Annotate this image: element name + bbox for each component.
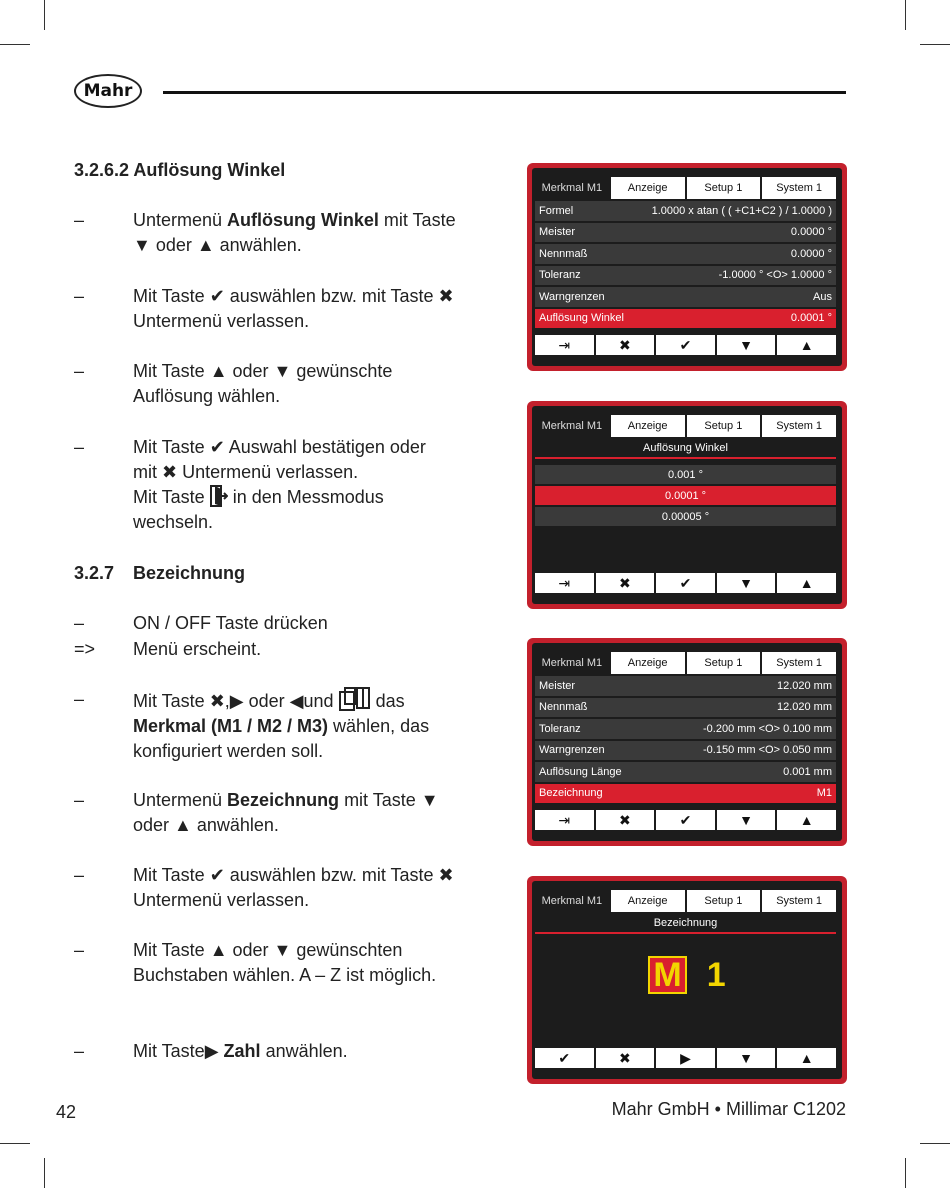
list-marker: => (74, 639, 96, 659)
screen-tabs (535, 890, 836, 912)
menu-row-meister[interactable] (535, 676, 836, 696)
row-value: Aus (813, 290, 832, 303)
section-heading-aufloesung-winkel: 3.2.6.2 Auflösung Winkel (74, 160, 286, 180)
mahr-logo: Mahr (74, 74, 142, 108)
text-bold: Merkmal (M1 / M2 / M3) (133, 716, 329, 736)
row-value: 0.001 mm (783, 765, 832, 778)
row-value: -0.150 mm <O> 0.050 mm (703, 744, 832, 757)
instruction-text: Menü erscheint. (133, 639, 262, 659)
row-label: Nennmaß (539, 701, 588, 714)
row-label: Toleranz (539, 722, 581, 735)
menu-row-nennmass[interactable] (535, 244, 836, 264)
crop-mark (920, 1143, 950, 1144)
confirm-button[interactable]: ✔ (656, 573, 715, 593)
text-line: wechseln. (133, 512, 214, 532)
text-line: in den Messmodus (232, 487, 384, 507)
tab-setup[interactable]: Setup 1 (687, 177, 761, 199)
menu-rows (535, 201, 836, 330)
tab-anzeige[interactable]: Anzeige (611, 177, 685, 199)
feature-select-icon (339, 687, 371, 711)
row-label: Warngrenzen (539, 744, 605, 757)
cancel-button[interactable]: ✖ (596, 335, 655, 355)
cancel-button[interactable]: ✖ (596, 1048, 655, 1068)
name-char: 1 (706, 956, 726, 994)
text-line: das (375, 691, 405, 711)
up-button[interactable]: ▲ (777, 335, 836, 355)
menu-row-aufloesung-laenge[interactable] (535, 762, 836, 782)
crop-mark (905, 1158, 906, 1188)
name-editor[interactable] (527, 956, 847, 995)
row-value: 0.0001 ° (790, 312, 832, 325)
tab-anzeige[interactable]: Anzeige (611, 415, 685, 437)
instruction-text: Mit Taste ▲ oder ▼ gewünschten Buchstaben wählen. A – Z ist möglich. (133, 940, 437, 985)
text-line: Mit Taste ✔ Auswahl bestätigen oder (133, 437, 426, 457)
exit-button[interactable]: ⇥ (535, 335, 594, 355)
menu-row-bezeichnung[interactable] (535, 784, 836, 804)
row-label: Auflösung Länge (539, 765, 622, 778)
section-title: Bezeichnung (133, 563, 246, 583)
menu-row-meister[interactable] (535, 223, 836, 243)
section-number: 3.2.7 (74, 563, 115, 583)
name-cursor-char[interactable]: M (648, 956, 686, 994)
row-label: Warngrenzen (539, 290, 605, 303)
instruction-text: Mit Taste ✔ auswählen bzw. mit Taste ✖ Untermenü verlassen. (133, 286, 454, 331)
device-screen-menu-winkel (527, 163, 847, 371)
instruction-text: Mit Taste ▲ oder ▼ gewünschte Auflösung wählen. (133, 361, 393, 406)
down-button[interactable]: ▼ (717, 573, 776, 593)
row-value: 12.020 mm (776, 701, 832, 714)
screen-subtitle: Bezeichnung (535, 914, 836, 934)
crop-mark (0, 44, 30, 45)
exit-icon (210, 485, 228, 507)
down-button[interactable]: ▼ (717, 1048, 776, 1068)
screen-subtitle: Auflösung Winkel (535, 439, 836, 459)
tab-system[interactable]: System 1 (762, 652, 836, 674)
up-button[interactable]: ▲ (777, 1048, 836, 1068)
tab-setup[interactable]: Setup 1 (687, 890, 761, 912)
instruction-text: Mit Taste▶ Zahl anwählen. (133, 1041, 348, 1061)
row-value: M1 (816, 787, 832, 800)
instruction-text (133, 435, 473, 535)
instruction-text: Untermenü Auflösung Winkel mit Taste ▼ oder ▲ anwählen. (133, 210, 456, 255)
row-value: -1.0000 ° <O> 1.0000 ° (718, 269, 832, 282)
row-label: Meister (539, 226, 576, 239)
text-line: wählen, das (328, 716, 430, 736)
row-label: Nennmaß (539, 247, 588, 260)
list-marker: – (74, 689, 85, 709)
screen-tabs (535, 415, 836, 437)
option-item[interactable]: 0.00005 ° (535, 507, 836, 526)
header-rule (163, 91, 846, 94)
crop-mark (905, 0, 906, 30)
softkey-bar (535, 810, 836, 830)
down-button[interactable]: ▼ (717, 335, 776, 355)
row-value: 12.020 mm (776, 679, 832, 692)
row-label: Toleranz (539, 269, 581, 282)
menu-row-formel[interactable] (535, 201, 836, 221)
list-marker: – (74, 790, 85, 810)
crop-mark (0, 1143, 30, 1144)
row-value: -0.200 mm <O> 0.100 mm (703, 722, 832, 735)
text-line: mit ✖ Untermenü verlassen. (133, 462, 359, 482)
confirm-button[interactable]: ✔ (656, 810, 715, 830)
down-button[interactable]: ▼ (717, 810, 776, 830)
tab-merkmal[interactable]: Merkmal M1 (535, 652, 609, 674)
row-label: Bezeichnung (539, 787, 603, 800)
list-marker: – (74, 210, 85, 230)
tab-merkmal[interactable]: Merkmal M1 (535, 415, 609, 437)
list-marker: – (74, 940, 85, 960)
cancel-button[interactable]: ✖ (596, 810, 655, 830)
row-label: Auflösung Winkel (539, 312, 624, 325)
menu-row-toleranz[interactable] (535, 719, 836, 739)
menu-row-warngrenzen[interactable] (535, 741, 836, 761)
row-value: 0.0000 ° (790, 247, 832, 260)
option-item[interactable]: 0.001 ° (535, 465, 836, 484)
row-value: 0.0000 ° (790, 226, 832, 239)
row-value: 1.0000 x atan ( ( +C1+C2 ) / 1.0000 ) (651, 204, 832, 217)
section-heading-bezeichnung (74, 563, 245, 584)
exit-button[interactable]: ⇥ (535, 573, 594, 593)
crop-mark (44, 1158, 45, 1188)
tab-merkmal[interactable]: Merkmal M1 (535, 890, 609, 912)
softkey-bar (535, 335, 836, 355)
tab-system[interactable]: System 1 (762, 890, 836, 912)
confirm-button[interactable]: ✔ (535, 1048, 594, 1068)
tab-setup[interactable]: Setup 1 (687, 415, 761, 437)
instruction-text (133, 687, 473, 764)
screen-tabs (535, 177, 836, 199)
menu-rows (535, 676, 836, 805)
option-item-selected[interactable]: 0.0001 ° (535, 486, 836, 505)
text-line: Mit Taste (133, 487, 205, 507)
tab-system[interactable]: System 1 (762, 177, 836, 199)
option-list (535, 465, 836, 528)
crop-mark (920, 44, 950, 45)
page-number: 42 (56, 1102, 77, 1122)
instruction-text: ON / OFF Taste drücken (133, 613, 328, 633)
screen-tabs (535, 652, 836, 674)
list-marker: – (74, 1041, 85, 1061)
tab-merkmal[interactable]: Merkmal M1 (535, 177, 609, 199)
text-line: konfiguriert werden soll. (133, 741, 324, 761)
up-button[interactable]: ▲ (777, 810, 836, 830)
tab-setup[interactable]: Setup 1 (687, 652, 761, 674)
softkey-bar (535, 1048, 836, 1068)
up-button[interactable]: ▲ (777, 573, 836, 593)
list-marker: – (74, 361, 85, 381)
tab-system[interactable]: System 1 (762, 415, 836, 437)
list-marker: – (74, 437, 85, 457)
device-screen-bezeichnung-edit (527, 876, 847, 1084)
footer-publisher: Mahr GmbH • Millimar C1202 (611, 1099, 846, 1119)
row-label: Meister (539, 679, 576, 692)
row-label: Formel (539, 204, 574, 217)
text-line: Mit Taste ✖,▶ oder ◀und (133, 691, 334, 711)
tab-anzeige[interactable]: Anzeige (611, 652, 685, 674)
menu-row-nennmass[interactable] (535, 698, 836, 718)
crop-mark (44, 0, 45, 30)
menu-row-aufloesung-winkel[interactable] (535, 309, 836, 329)
exit-button[interactable]: ⇥ (535, 810, 594, 830)
instruction-text: Untermenü Bezeichnung mit Taste ▼ oder ▲ anwählen. (133, 790, 439, 835)
cancel-button[interactable]: ✖ (596, 573, 655, 593)
right-button[interactable]: ▶ (656, 1048, 715, 1068)
list-marker: – (74, 613, 85, 633)
tab-anzeige[interactable]: Anzeige (611, 890, 685, 912)
menu-row-warngrenzen[interactable] (535, 287, 836, 307)
menu-row-toleranz[interactable] (535, 266, 836, 286)
device-screen-menu-bezeichnung (527, 638, 847, 846)
softkey-bar (535, 573, 836, 593)
list-marker: – (74, 286, 85, 306)
list-marker: – (74, 865, 85, 885)
instruction-text: Mit Taste ✔ auswählen bzw. mit Taste ✖ Untermenü verlassen. (133, 865, 454, 910)
confirm-button[interactable]: ✔ (656, 335, 715, 355)
device-screen-aufloesung-winkel (527, 401, 847, 609)
